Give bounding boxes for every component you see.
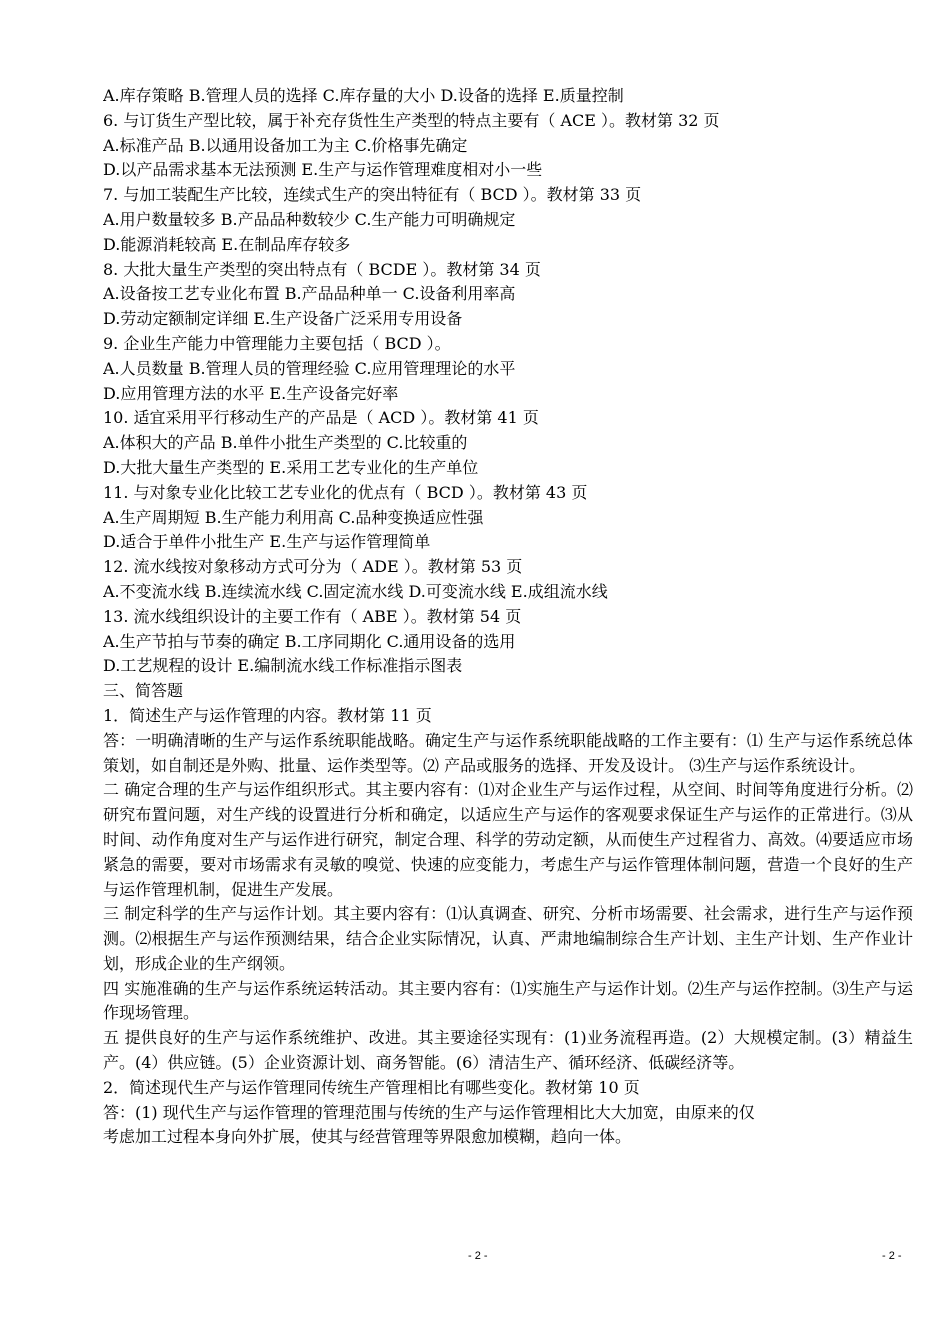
answer-paragraph: 答：一明确清晰的生产与运作系统职能战略。确定生产与运作系统职能战略的工作主要有：⑴ 生产与运作系统总体策划，如自制还是外购、批量、运作类型等。⑵ 产品或服务的选择、开发及设计。 ⑶生产与运作系统设计。 bbox=[103, 730, 913, 775]
section-heading: 三、简答题 bbox=[103, 681, 184, 701]
text-line: 答：(1) 现代生产与运作管理的管理范围与传统的生产与运作管理相比大大加宽，由原来的仅 bbox=[103, 1102, 755, 1122]
question-12: 12. 流水线按对象移动方式可分为（ ADE ）。教材第 53 页 bbox=[103, 557, 523, 577]
text-line: A.标准产品 B.以通用设备加工为主 C.价格事先确定 bbox=[103, 135, 468, 155]
question-7: 7. 与加工装配生产比较，连续式生产的突出特征有（ BCD ）。教材第 33 页 bbox=[103, 185, 642, 205]
page-number-center: - 2 - bbox=[468, 1250, 488, 1262]
document-body bbox=[103, 84, 913, 1150]
question-9: 9. 企业生产能力中管理能力主要包括（ BCD ）。 bbox=[103, 333, 451, 353]
text-line: A.不变流水线 B.连续流水线 C.固定流水线 D.可变流水线 E.成组流水线 bbox=[103, 581, 608, 601]
text-line: A.人员数量 B.管理人员的管理经验 C.应用管理理论的水平 bbox=[103, 358, 516, 378]
answer-paragraph: 二 确定合理的生产与运作组织形式。其主要内容有：⑴对企业生产与运作过程，从空间、时间等角度进行分析。⑵研究布置问题，对生产线的设置进行分析和确定，以适应生产与运作的客观要求保证生产与运作的正常进行。⑶从时间、动作角度对生产与运作进行研究，制定合理、科学的劳动定额，从而使生产过程省力、高效。⑷要适应市场紧急的需要，要对市场需求有灵敏的嗅觉、快速的应变能力，考虑生产与运作管理体制问题，营造一个良好的生产与运作管理机制，促进生产发展。 bbox=[103, 780, 913, 899]
text-line: D.能源消耗较高 E.在制品库存较多 bbox=[103, 234, 351, 254]
text-line: D.劳动定额制定详细 E.生产设备广泛采用专用设备 bbox=[103, 309, 463, 329]
text-line: D.应用管理方法的水平 E.生产设备完好率 bbox=[103, 383, 399, 403]
question-11: 11. 与对象专业化比较工艺专业化的优点有（ BCD ）。教材第 43 页 bbox=[103, 482, 588, 502]
text-line: D.大批大量生产类型的 E.采用工艺专业化的生产单位 bbox=[103, 457, 479, 477]
question-6: 6. 与订货生产型比较，属于补充存货性生产类型的特点主要有（ ACE ）。教材第 32 页 bbox=[103, 110, 720, 130]
text-line: A.体积大的产品 B.单件小批生产类型的 C.比较重的 bbox=[103, 433, 468, 453]
text-line: D.以产品需求基本无法预测 E.生产与运作管理难度相对小一些 bbox=[103, 160, 543, 180]
text-line: D.工艺规程的设计 E.编制流水线工作标准指示图表 bbox=[103, 656, 463, 676]
text-line: A.用户数量较多 B.产品品种数较少 C.生产能力可明确规定 bbox=[103, 209, 516, 229]
answer-paragraph: 三 制定科学的生产与运作计划。其主要内容有：⑴认真调查、研究、分析市场需要、社会需求，进行生产与运作预测。⑵根据生产与运作预测结果，结合企业实际情况，认真、严肃地编制综合生产计划、主生产计划、生产作业计划，形成企业的生产纲领。 bbox=[103, 904, 913, 973]
question-13: 13. 流水线组织设计的主要工作有（ ABE ）。教材第 54 页 bbox=[103, 606, 522, 626]
text-line: A.库存策略 B.管理人员的选择 C.库存量的大小 D.设备的选择 E.质量控制 bbox=[103, 86, 624, 105]
question-10: 10. 适宜采用平行移动生产的产品是（ ACD ）。教材第 41 页 bbox=[103, 408, 539, 428]
text-line: 考虑加工过程本身向外扩展，使其与经营管理等界限愈加模糊，趋向一体。 bbox=[103, 1127, 632, 1147]
text-line: A.设备按工艺专业化布置 B.产品品种单一 C.设备利用率高 bbox=[103, 284, 516, 304]
short-answer-question-2: 2．简述现代生产与运作管理同传统生产管理相比有哪些变化。教材第 10 页 bbox=[103, 1077, 640, 1097]
answer-paragraph: 五 提供良好的生产与运作系统维护、改进。其主要途径实现有：(1)业务流程再造。(2）大规模定制。(3）精益生产。(4）供应链。(5）企业资源计划、商务智能。(6）清洁生产、循环经济、低碳经济等。 bbox=[103, 1028, 913, 1073]
text-line: A.生产周期短 B.生产能力利用高 C.品种变换适应性强 bbox=[103, 507, 484, 527]
short-answer-question-1: 1．简述生产与运作管理的内容。教材第 11 页 bbox=[103, 705, 432, 725]
text-line: A.生产节拍与节奏的确定 B.工序同期化 C.通用设备的选用 bbox=[103, 631, 516, 651]
answer-paragraph: 四 实施准确的生产与运作系统运转活动。其主要内容有：⑴实施生产与运作计划。⑵生产与运作控制。⑶生产与运作现场管理。 bbox=[103, 978, 913, 1023]
question-8: 8. 大批大量生产类型的突出特点有（ BCDE ）。教材第 34 页 bbox=[103, 259, 541, 279]
text-line: D.适合于单件小批生产 E.生产与运作管理简单 bbox=[103, 532, 431, 552]
page-number-right: - 2 - bbox=[882, 1250, 902, 1262]
